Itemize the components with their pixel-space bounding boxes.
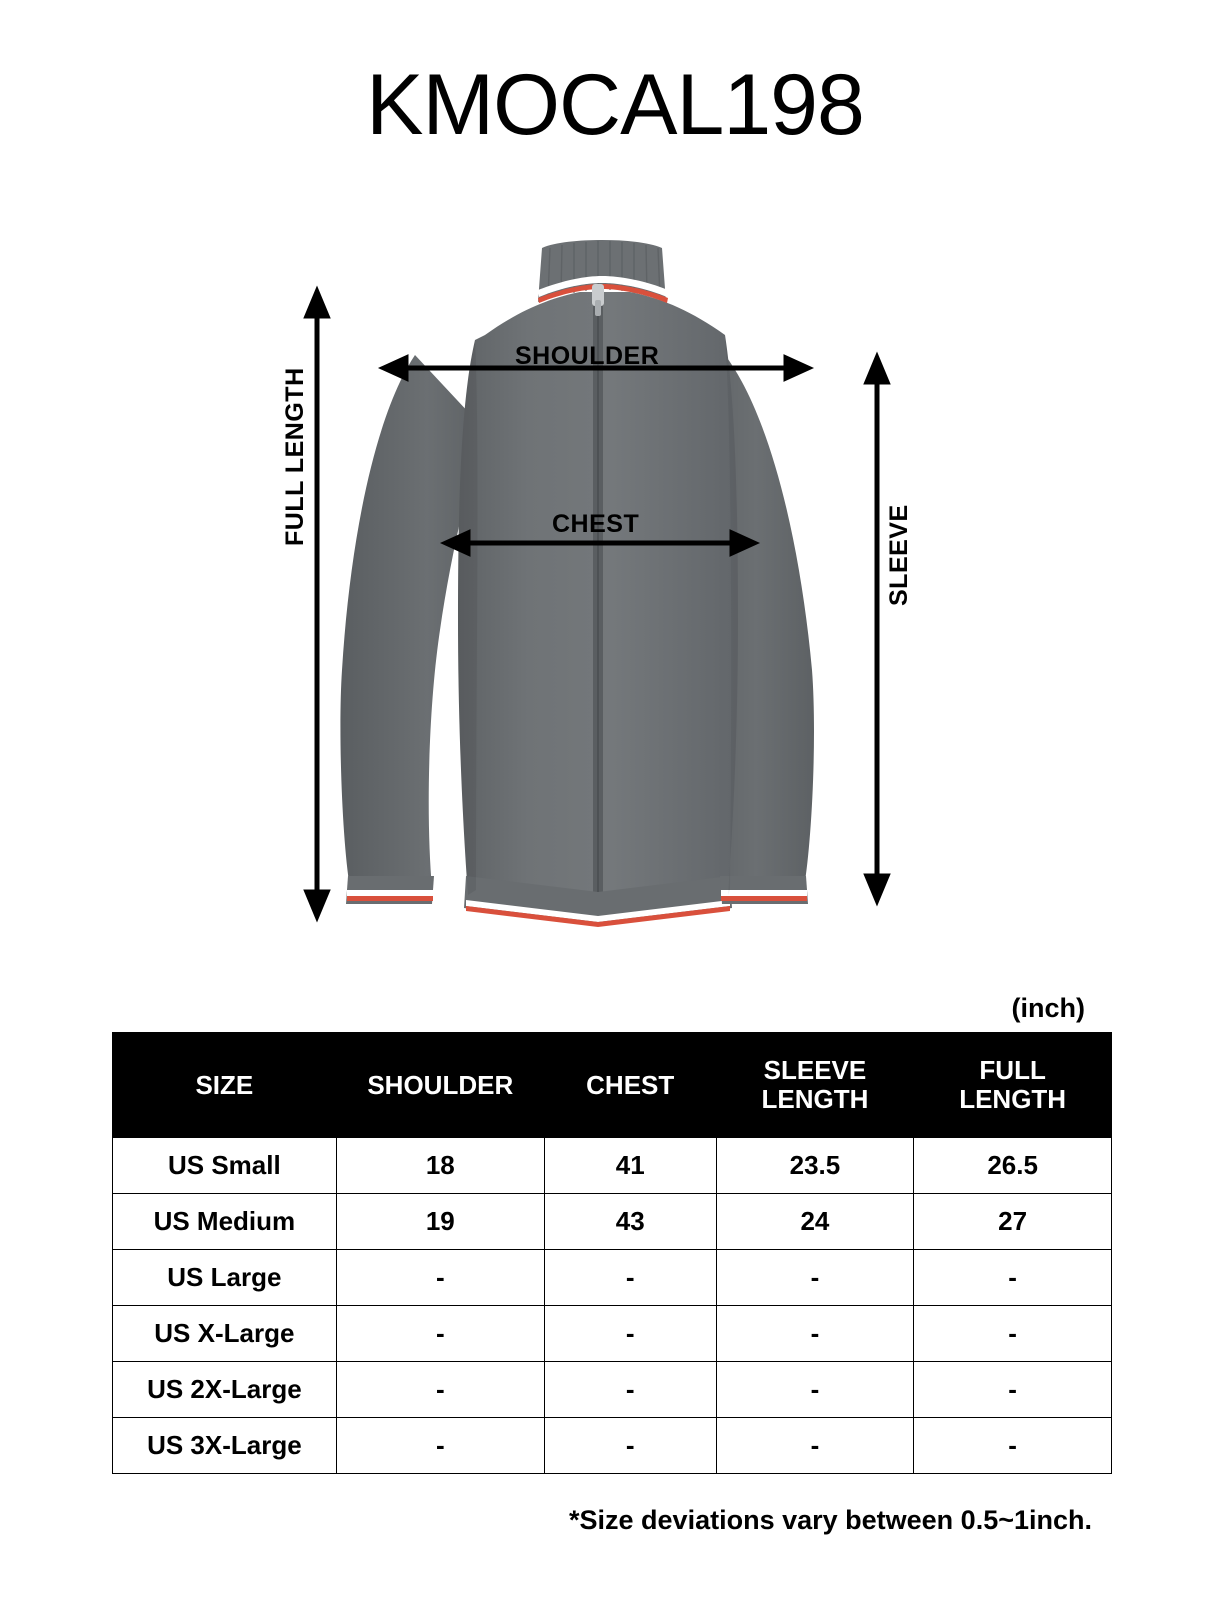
table-row: [113, 1138, 1112, 1194]
cell-chest: -: [544, 1250, 716, 1306]
cell-full-length: -: [914, 1362, 1112, 1418]
cell-sleeve-length: -: [716, 1306, 914, 1362]
cell-full-length: -: [914, 1418, 1112, 1474]
cell-chest: 41: [544, 1138, 716, 1194]
cell-chest: 43: [544, 1194, 716, 1250]
full-length-arrow: [307, 292, 327, 916]
cell-sleeve-length: -: [716, 1362, 914, 1418]
label-sleeve: SLEEVE: [885, 504, 913, 606]
cell-shoulder: -: [336, 1362, 544, 1418]
sleeve-arrow: [867, 358, 887, 900]
cell-size: US 2X-Large: [113, 1362, 337, 1418]
header-chest: CHEST: [544, 1033, 716, 1138]
cell-chest: -: [544, 1362, 716, 1418]
table-row: [113, 1362, 1112, 1418]
cell-size: US Small: [113, 1138, 337, 1194]
header-full-length-line2: LENGTH: [959, 1084, 1067, 1114]
size-deviation-footnote: *Size deviations vary between 0.5~1inch.: [569, 1505, 1092, 1535]
label-full-length: FULL LENGTH: [281, 367, 309, 546]
cell-size: US 3X-Large: [113, 1418, 337, 1474]
label-shoulder: SHOULDER: [515, 342, 660, 370]
cell-chest: -: [544, 1306, 716, 1362]
header-shoulder: SHOULDER: [336, 1033, 544, 1138]
cell-full-length: 26.5: [914, 1138, 1112, 1194]
cell-full-length: -: [914, 1250, 1112, 1306]
cell-size: US Medium: [113, 1194, 337, 1250]
table-row: [113, 1250, 1112, 1306]
cell-shoulder: 18: [336, 1138, 544, 1194]
cell-size: US X-Large: [113, 1306, 337, 1362]
size-chart-table: [112, 1032, 1112, 1474]
header-full-length-line1: FULL: [979, 1055, 1046, 1086]
cell-shoulder: -: [336, 1418, 544, 1474]
header-full-length: [914, 1033, 1112, 1138]
header-sleeve-length-line2: LENGTH: [761, 1084, 869, 1114]
unit-note: (inch): [1011, 993, 1085, 1023]
cell-shoulder: 19: [336, 1194, 544, 1250]
cell-full-length: 27: [914, 1194, 1112, 1250]
cell-full-length: -: [914, 1306, 1112, 1362]
table-header-row: [113, 1033, 1112, 1138]
table-row: [113, 1194, 1112, 1250]
header-sleeve-length-line1: SLEEVE: [763, 1055, 867, 1086]
cell-shoulder: -: [336, 1306, 544, 1362]
cell-sleeve-length: 23.5: [716, 1138, 914, 1194]
cell-sleeve-length: 24: [716, 1194, 914, 1250]
page-title: KMOCAL198: [366, 57, 864, 153]
cell-sleeve-length: -: [716, 1250, 914, 1306]
header-size: SIZE: [113, 1033, 337, 1138]
cell-chest: -: [544, 1418, 716, 1474]
label-chest: CHEST: [552, 510, 640, 538]
table-row: [113, 1418, 1112, 1474]
table-row: [113, 1306, 1112, 1362]
cell-shoulder: -: [336, 1250, 544, 1306]
cell-sleeve-length: -: [716, 1418, 914, 1474]
cell-size: US Large: [113, 1250, 337, 1306]
header-sleeve-length: [716, 1033, 914, 1138]
